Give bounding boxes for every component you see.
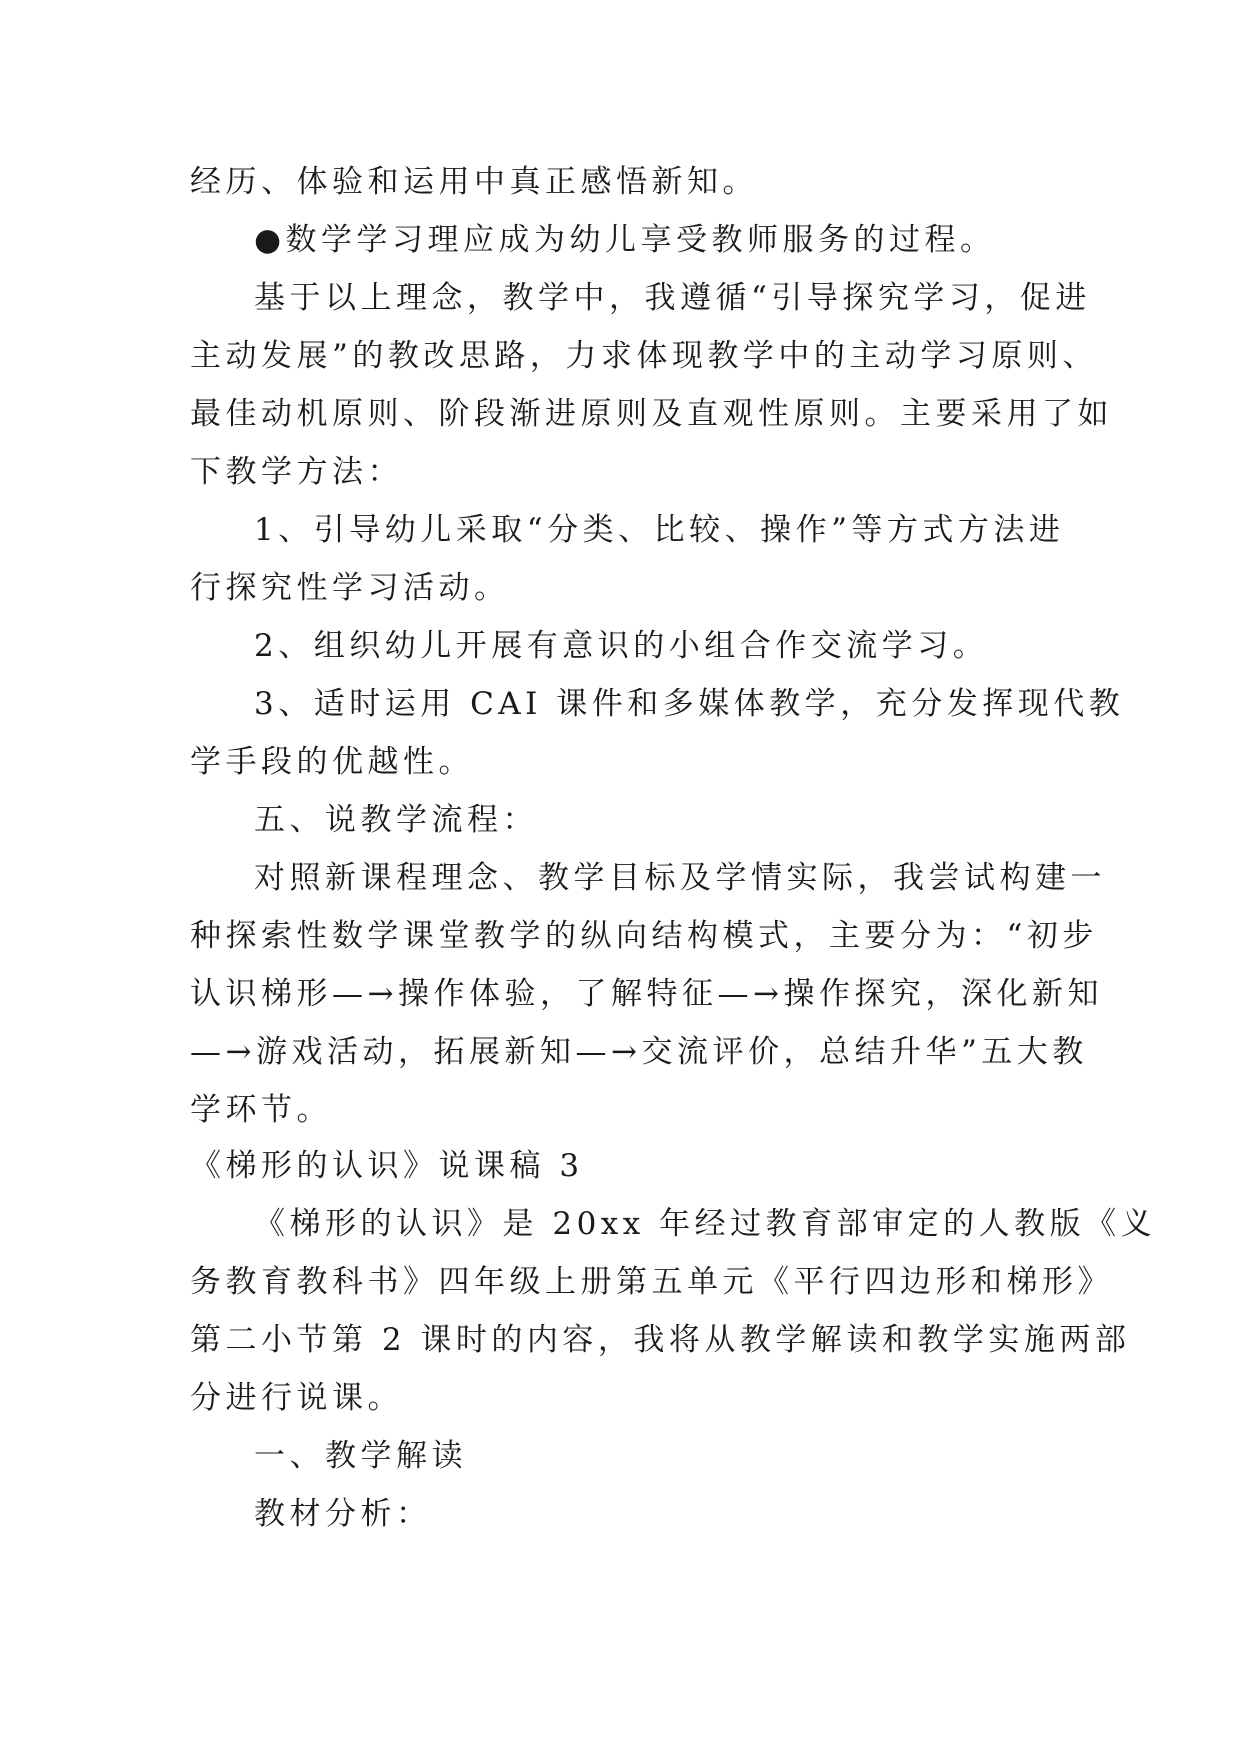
text-line: 行探究性学习活动。 xyxy=(190,570,510,606)
section-heading: 一、教学解读 xyxy=(254,1438,467,1474)
text-line: 《梯形的认识》是 20xx 年经过教育部审定的人教版《义 xyxy=(254,1206,1157,1242)
text-line: 对照新课程理念、教学目标及学情实际，我尝试构建一 xyxy=(254,860,1106,896)
text-line: 学手段的优越性。 xyxy=(190,744,474,780)
section-heading: 五、说教学流程： xyxy=(254,802,538,838)
text-line: 3、适时运用 CAI 课件和多媒体教学，充分发挥现代教 xyxy=(254,686,1125,722)
text-line: 分进行说课。 xyxy=(190,1380,403,1416)
text-line: —→游戏活动，拓展新知—→交流评价，总结升华”五大教 xyxy=(190,1034,1088,1070)
text-line: 2、组织幼儿开展有意识的小组合作交流学习。 xyxy=(254,628,989,664)
text-line: 学环节。 xyxy=(190,1092,332,1128)
text-line: 第二小节第 2 课时的内容，我将从教学解读和教学实施两部 xyxy=(190,1322,1131,1358)
text-line: ●数学学习理应成为幼儿享受教师服务的过程。 xyxy=(254,222,996,258)
text-line: 1、引导幼儿采取“分类、比较、操作”等方式方法进 xyxy=(254,512,1065,548)
text-line: 经历、体验和运用中真正感悟新知。 xyxy=(190,164,758,200)
text-line: 基于以上理念，教学中，我遵循“引导探究学习，促进 xyxy=(254,280,1091,316)
text-line: 最佳动机原则、阶段渐进原则及直观性原则。主要采用了如 xyxy=(190,396,1113,432)
text-line: 种探索性数学课堂教学的纵向结构模式，主要分为：“初步 xyxy=(190,918,1098,954)
document-title: 《梯形的认识》说课稿 3 xyxy=(190,1148,584,1184)
text-line: 认识梯形—→操作体验，了解特征—→操作探究，深化新知 xyxy=(190,976,1103,1012)
subsection-heading: 教材分析： xyxy=(254,1496,432,1532)
text-line: 下教学方法： xyxy=(190,454,403,490)
text-line: 主动发展”的教改思路，力求体现教学中的主动学习原则、 xyxy=(190,338,1098,374)
text-line: 务教育教科书》四年级上册第五单元《平行四边形和梯形》 xyxy=(190,1264,1113,1300)
